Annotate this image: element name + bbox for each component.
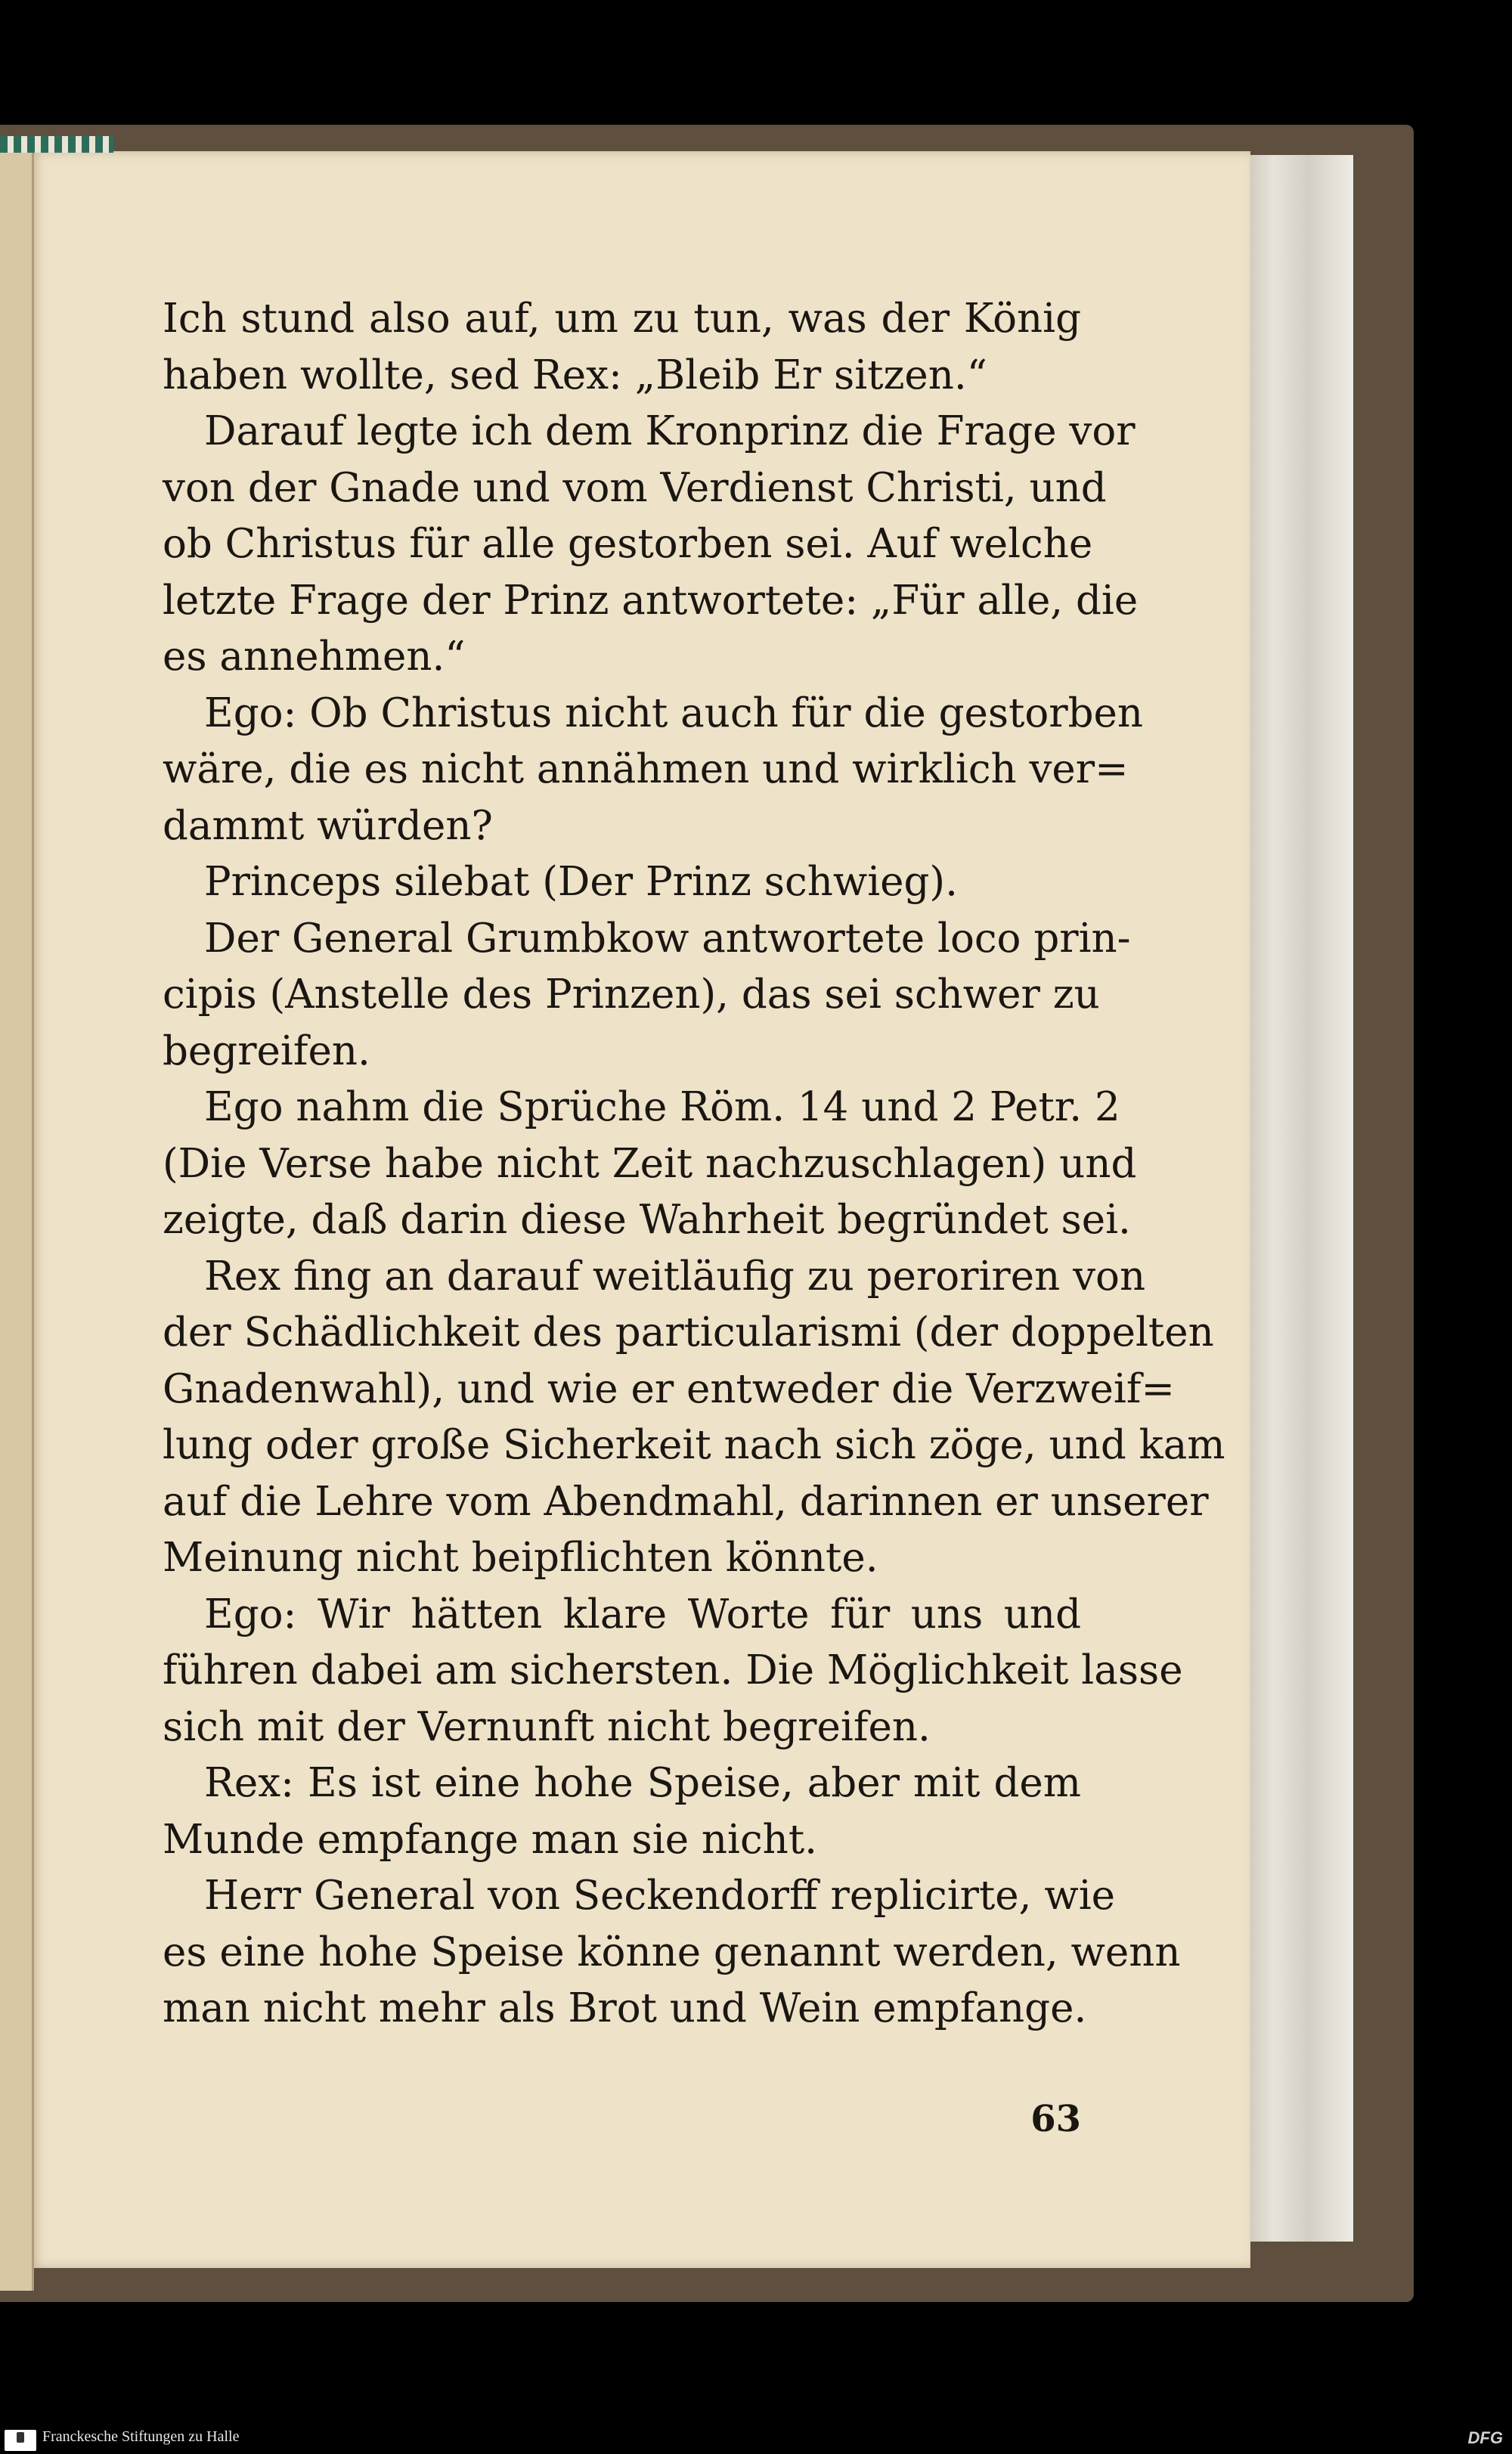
institution-name: Franckesche Stiftungen zu Halle bbox=[42, 2428, 240, 2445]
text-line: letzte Frage der Prinz antwortete: „Für alle, die bbox=[163, 577, 1139, 624]
text-line: Rex fing an darauf weitläufig zu peroriren von bbox=[204, 1253, 1146, 1300]
text-line: Ego nahm die Sprüche Röm. 14 und 2 Petr. 2 bbox=[204, 1084, 1120, 1130]
dfg-logo: DFG bbox=[1467, 2428, 1503, 2447]
text-line: der Schädlichkeit des particularismi (der doppelten bbox=[163, 1309, 1214, 1356]
text-line: wäre, die es nicht annähmen und wirklich ver= bbox=[163, 746, 1129, 792]
text-line: begreifen. bbox=[163, 1027, 370, 1074]
footer-bar bbox=[0, 2424, 1512, 2454]
text-line: Darauf legte ich dem Kronprinz die Frage vor bbox=[204, 408, 1136, 454]
text-line: Princeps silebat (Der Prinz schwieg). bbox=[204, 859, 958, 905]
text-line: (Die Verse habe nicht Zeit nachzuschlagen) und bbox=[163, 1140, 1137, 1187]
text-line: Ego: Wir hätten klare Worte für uns und bbox=[204, 1591, 1081, 1638]
text-line: Herr General von Seckendorff replicirte, wie bbox=[204, 1873, 1116, 1919]
text-line: man nicht mehr als Brot und Wein empfange. bbox=[163, 1985, 1087, 2031]
text-line: Gnadenwahl), und wie er entweder die Verzweif= bbox=[163, 1365, 1175, 1412]
page-edges bbox=[1240, 155, 1353, 2242]
text-line: haben wollte, sed Rex: „Bleib Er sitzen.“ bbox=[163, 352, 987, 398]
text-line: cipis (Anstelle des Prinzen), das sei schwer zu bbox=[163, 971, 1100, 1018]
text-line: führen dabei am sichersten. Die Möglichkeit lasse bbox=[163, 1647, 1183, 1693]
binding-thread bbox=[0, 136, 113, 153]
text-line: Rex: Es ist eine hohe Speise, aber mit dem bbox=[204, 1760, 1081, 1806]
book-spine bbox=[0, 136, 34, 2291]
institution-logo-icon bbox=[5, 2430, 36, 2451]
text-line: Ego: Ob Christus nicht auch für die gestorben bbox=[204, 689, 1144, 736]
text-line: Ich stund also auf, um zu tun, was der König bbox=[163, 296, 1081, 342]
text-line: lung oder große Sicherkeit nach sich zöge, und kam bbox=[163, 1422, 1225, 1468]
text-line: dammt würden? bbox=[163, 802, 493, 849]
text-line: ob Christus für alle gestorben sei. Auf welche bbox=[163, 521, 1093, 567]
text-line: sich mit der Vernunft nicht begreifen. bbox=[163, 1703, 931, 1750]
text-line: Der General Grumbkow antwortete loco prin- bbox=[204, 915, 1131, 962]
text-line: auf die Lehre vom Abendmahl, darinnen er unserer bbox=[163, 1478, 1209, 1525]
page-text bbox=[163, 291, 1225, 2037]
text-line: es annehmen.“ bbox=[163, 634, 466, 680]
text-line: Meinung nicht beipflichten könnte. bbox=[163, 1535, 878, 1581]
text-line: es eine hohe Speise könne genannt werden, wenn bbox=[163, 1929, 1181, 1975]
text-line: Munde empfange man sie nicht. bbox=[163, 1816, 817, 1863]
page-number: 63 bbox=[1030, 2098, 1081, 2140]
text-line: zeigte, daß darin diese Wahrheit begründet sei. bbox=[163, 1197, 1131, 1243]
text-line: von der Gnade und vom Verdienst Christi, und bbox=[163, 464, 1107, 511]
